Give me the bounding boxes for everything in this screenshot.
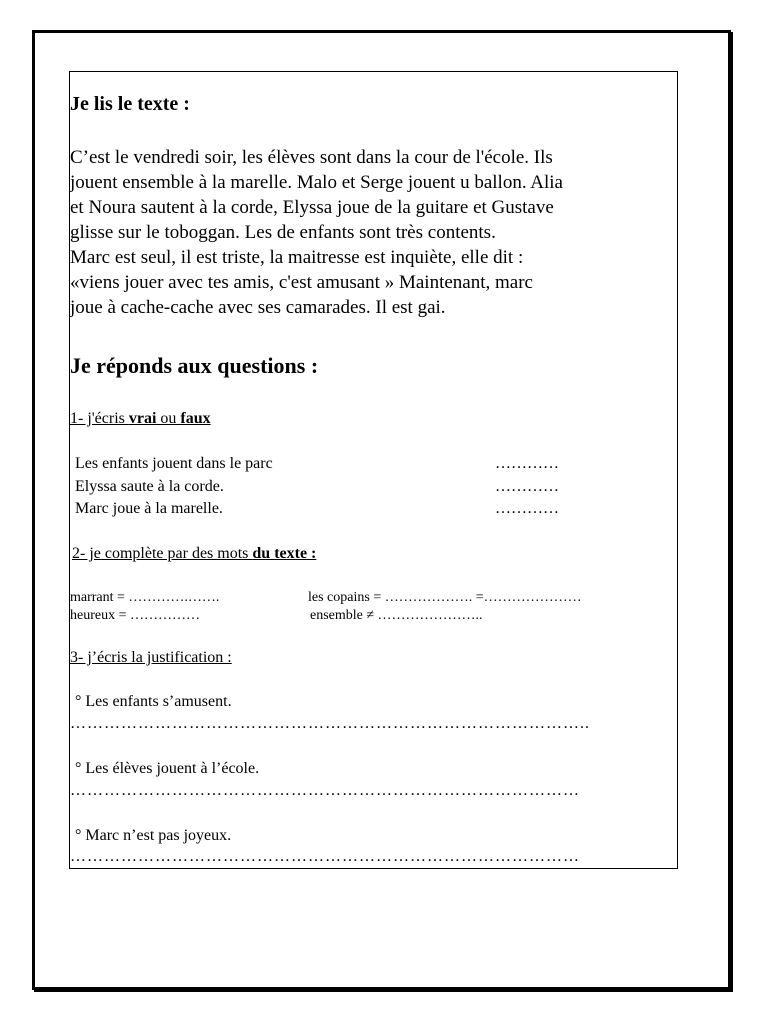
q3-item-2-text: ° Les élèves jouent à l’école. — [75, 760, 260, 777]
q1-item-2-blank[interactable]: ………… — [495, 478, 559, 495]
q3-item-2-line[interactable]: ……………………………………………………………………………… — [70, 782, 580, 799]
q1-middle: ou — [156, 410, 181, 427]
q2-row1-left[interactable]: marrant = ………….……. — [70, 590, 220, 605]
q2-prefix: 2- je complète par des mots — [72, 545, 253, 562]
reading-line-7: joue à cache-cache avec ses camarades. Il est gai. — [70, 297, 446, 318]
q2-bold: du texte : — [252, 545, 317, 562]
q3-item-3-line[interactable]: ……………………………………………………………………………… — [70, 848, 580, 865]
q3-heading: 3- j’écris la justification : — [70, 649, 232, 666]
q1-word-faux: faux — [180, 410, 211, 427]
q1-heading — [70, 410, 211, 428]
q1-item-1-blank[interactable]: ………… — [495, 455, 559, 472]
q1-item-3-text: Marc joue à la marelle. — [75, 500, 223, 517]
q2-row2-right[interactable]: ensemble ≠ ………………….. — [310, 608, 483, 623]
reading-line-5: Marc est seul, il est triste, la maitresse est inquiète, elle dit : — [70, 247, 524, 268]
q1-word-vrai: vrai — [128, 410, 157, 427]
q3-item-3-text: ° Marc n’est pas joyeux. — [75, 827, 232, 844]
q1-prefix: 1- j'écris — [70, 410, 129, 427]
q1-item-2-text: Elyssa saute à la corde. — [75, 478, 224, 495]
q1-item-1-text: Les enfants jouent dans le parc — [75, 455, 273, 472]
reading-line-4: glisse sur le toboggan. Les de enfants sont très contents. — [70, 222, 496, 243]
reading-line-2: jouent ensemble à la marelle. Malo et Serge jouent u ballon. Alia — [70, 172, 563, 193]
reading-line-1: C’est le vendredi soir, les élèves sont dans la cour de l'école. Ils — [70, 147, 553, 168]
reading-title: Je lis le texte : — [70, 93, 190, 115]
q3-item-1-text: ° Les enfants s’amusent. — [75, 693, 232, 710]
reading-line-3: et Noura sautent à la corde, Elyssa joue de la guitare et Gustave — [70, 197, 554, 218]
q1-item-3-blank[interactable]: ………… — [495, 500, 559, 517]
q2-row1-right[interactable]: les copains = ………………. =………………… — [308, 590, 582, 605]
questions-title: Je réponds aux questions : — [70, 353, 319, 378]
q2-heading — [72, 545, 316, 563]
reading-line-6: «viens jouer avec tes amis, c'est amusant » Maintenant, marc — [70, 272, 533, 293]
q3-item-1-line[interactable]: ……………………………………………………………………………….. — [70, 715, 590, 732]
q2-row2-left[interactable]: heureux = …………… — [70, 608, 200, 623]
